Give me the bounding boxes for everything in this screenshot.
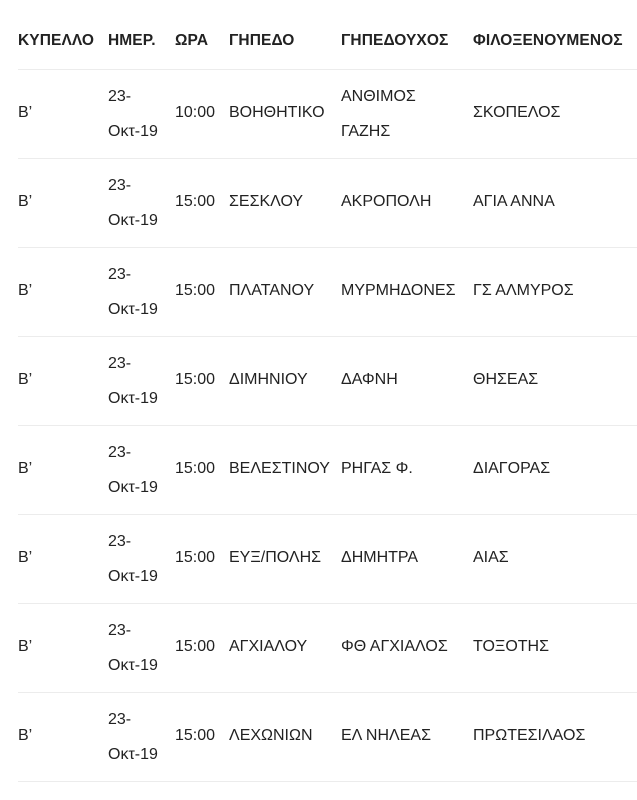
table-row [18,603,637,692]
cell-cup: Β’ [18,193,33,210]
cell-home-team: ΑΚΡΟΠΟΛΗ [341,193,432,210]
date-day: 23- [108,266,132,283]
cell-home-team: ΕΛ ΝΗΛΕΑΣ [341,727,431,744]
table-row [18,247,637,336]
cell-time: 15:00 [175,371,216,388]
header-time: ΩΡΑ [175,32,209,49]
table-row [18,425,637,514]
cell-venue: ΒΟΗΘΗΤΙΚΟ [229,104,325,121]
date-day: 23- [108,622,132,639]
cell-home-team [341,79,471,149]
date-day: 23- [108,533,132,550]
table-row [18,158,637,247]
table-row [18,69,637,158]
date-month-year: Οκτ-19 [108,657,158,674]
header-venue: ΓΗΠΕΔΟ [229,32,295,49]
date-day: 23- [108,444,132,461]
cell-time: 10:00 [175,104,216,121]
cell-away-team: ΓΣ ΑΛΜΥΡΟΣ [473,282,574,299]
table-row [18,692,637,781]
table-row [18,336,637,425]
cell-date [108,168,168,238]
header-date: ΗΜΕΡ. [108,32,156,49]
table-row [18,514,637,603]
cell-date [108,435,168,505]
cell-away-team: ΣΚΟΠΕΛΟΣ [473,104,561,121]
cell-cup: Β’ [18,727,33,744]
date-month-year: Οκτ-19 [108,746,158,763]
cell-date [108,702,168,772]
fixtures-table [18,14,637,782]
cell-home-team: ΔΑΦΝΗ [341,371,398,388]
cell-cup: Β’ [18,104,33,121]
cell-time: 15:00 [175,460,216,477]
date-day: 23- [108,355,132,372]
cell-away-team: ΠΡΩΤΕΣΙΛΑΟΣ [473,727,586,744]
cell-time: 15:00 [175,282,216,299]
date-day: 23- [108,711,132,728]
date-month-year: Οκτ-19 [108,301,158,318]
cell-time: 15:00 [175,727,216,744]
cell-cup: Β’ [18,460,33,477]
cell-venue: ΛΕΧΩΝΙΩΝ [229,727,313,744]
cell-cup: Β’ [18,282,33,299]
cell-date [108,79,168,149]
header-away-team: ΦΙΛΟΞΕΝΟΥΜΕΝΟΣ [473,32,623,49]
cell-away-team: ΔΙΑΓΟΡΑΣ [473,460,551,477]
cell-venue: ΣΕΣΚΛΟΥ [229,193,304,210]
date-month-year: Οκτ-19 [108,479,158,496]
cell-venue: ΕΥΞ/ΠΟΛΗΣ [229,549,322,566]
cell-time: 15:00 [175,638,216,655]
cell-time: 15:00 [175,193,216,210]
home-team-line-2: ΓΑΖΗΣ [341,123,391,140]
cell-date [108,524,168,594]
cell-home-team: ΡΗΓΑΣ Φ. [341,460,413,477]
date-month-year: Οκτ-19 [108,568,158,585]
cell-away-team: ΤΟΞΟΤΗΣ [473,638,549,655]
table-header-row [18,14,637,69]
cell-home-team: ΜΥΡΜΗΔΟΝΕΣ [341,282,456,299]
cell-cup: Β’ [18,371,33,388]
header-home-team: ΓΗΠΕΔΟΥΧΟΣ [341,32,449,49]
home-team-line-1: ΑΝΘΙΜΟΣ [341,88,416,105]
cell-away-team: ΘΗΣΕΑΣ [473,371,539,388]
date-month-year: Οκτ-19 [108,212,158,229]
cell-home-team: ΦΘ ΑΓΧΙΑΛΟΣ [341,638,448,655]
cell-venue: ΒΕΛΕΣΤΙΝΟΥ [229,460,330,477]
cell-time: 15:00 [175,549,216,566]
date-month-year: Οκτ-19 [108,123,158,140]
table-bottom-divider [18,781,637,782]
cell-cup: Β’ [18,549,33,566]
cell-home-team: ΔΗΜΗΤΡΑ [341,549,419,566]
date-month-year: Οκτ-19 [108,390,158,407]
cell-venue: ΠΛΑΤΑΝΟΥ [229,282,315,299]
date-day: 23- [108,88,132,105]
date-day: 23- [108,177,132,194]
cell-cup: Β’ [18,638,33,655]
cell-date [108,613,168,683]
cell-away-team: ΑΓΙΑ ΑΝΝΑ [473,193,555,210]
cell-away-team: ΑΙΑΣ [473,549,509,566]
cell-date [108,257,168,327]
cell-date [108,346,168,416]
header-cup: ΚΥΠΕΛΛΟ [18,32,95,49]
cell-venue: ΑΓΧΙΑΛΟΥ [229,638,308,655]
cell-venue: ΔΙΜΗΝΙΟΥ [229,371,308,388]
